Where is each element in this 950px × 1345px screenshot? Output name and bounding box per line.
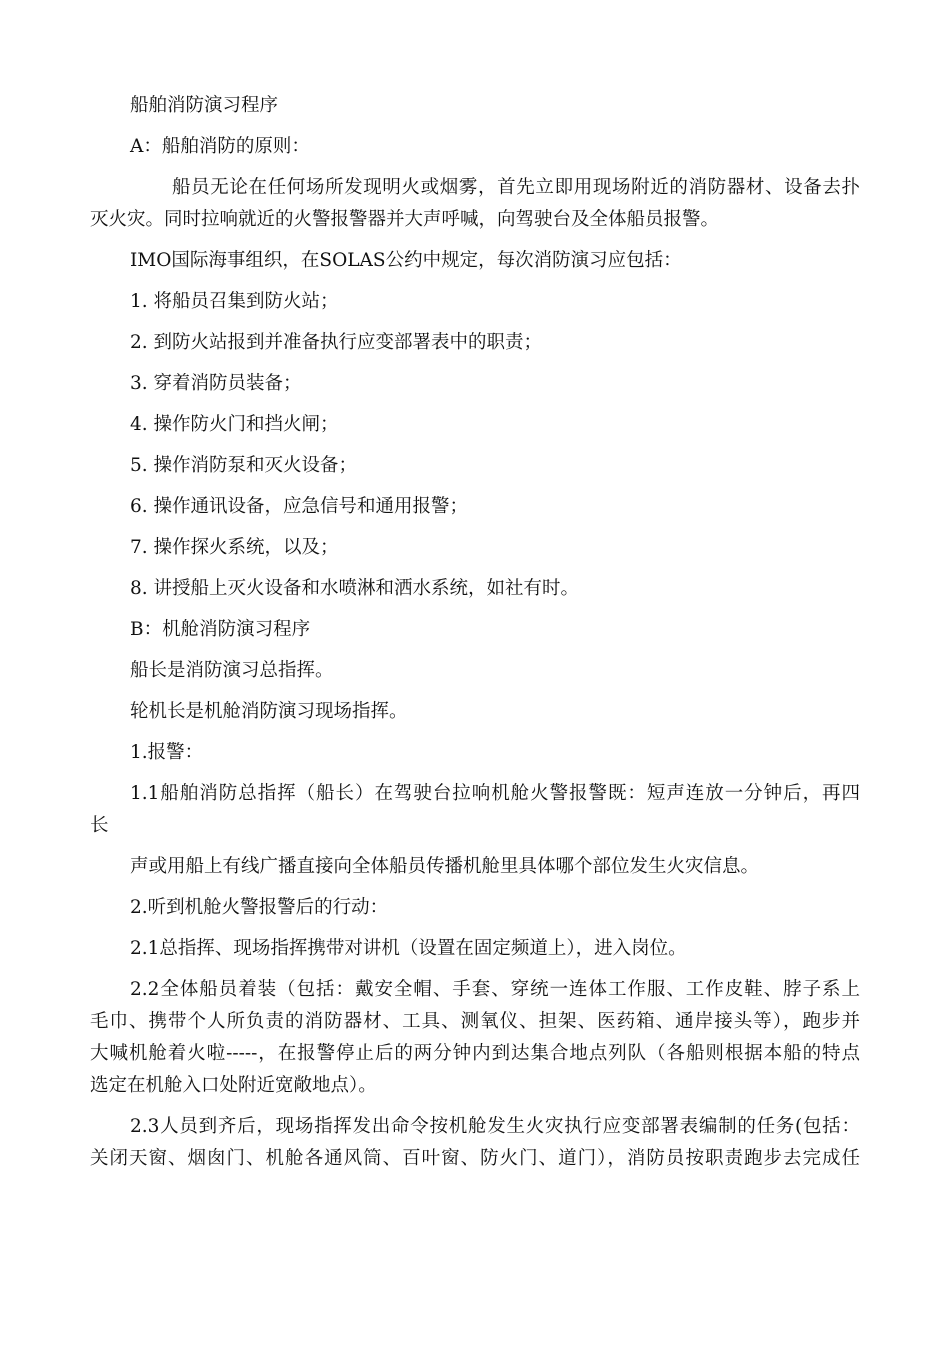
step-2-heading: 2.听到机舱火警报警后的行动： [130,897,389,918]
list-item-4: 4. 操作防火门和挡火闸； [130,414,339,435]
step-2-3-line-2: 关闭天窗、烟囱门、机舱各通风筒、百叶窗、防火门、道门），消防员按职责跑步去完成任 [90,1148,860,1169]
step-2-2-line-2: 毛巾、携带个人所负责的消防器材、工具、测氧仪、担架、医药箱、通岸接头等），跑步并 [90,1011,860,1032]
step-2-1: 2.1总指挥、现场指挥携带对讲机（设置在固定频道上），进入岗位。 [130,938,687,959]
step-1-1-line-3: 声或用船上有线广播直接向全体船员传播机舱里具体哪个部位发生火灾信息。 [130,856,760,877]
list-item-7: 7. 操作探火系统，以及； [130,537,339,558]
step-2-2-line-3: 大喊机舱着火啦-----，在报警停止后的两分钟内到达集合地点列队（各船则根据本船的特点 [90,1043,860,1064]
list-item-2: 2. 到防火站报到并准备执行应变部署表中的职责； [130,332,543,353]
section-a-heading: A：船舶消防的原则： [130,136,310,157]
document-body [90,92,860,1173]
step-1-1-line-2: 长 [90,815,109,836]
list-item-3: 3. 穿着消防员装备； [130,373,302,394]
section-b-heading: B：机舱消防演习程序 [130,619,311,640]
principle-paragraph-line-2: 灭火灾。同时拉响就近的火警报警器并大声呼喊，向驾驶台及全体船员报警。 [90,209,720,230]
list-item-5: 5. 操作消防泵和灭火设备； [130,455,358,476]
step-1-heading: 1.报警： [130,742,204,763]
captain-role: 船长是消防演习总指挥。 [130,660,334,681]
step-2-2-line-4: 选定在机舱入口处附近宽敞地点）。 [90,1075,377,1096]
chief-engineer-role: 轮机长是机舱消防演习现场指挥。 [130,701,408,722]
step-2-2-line-1: 2.2全体船员着装（包括：戴安全帽、手套、穿统一连体工作服、工作皮鞋、脖子系上 [130,979,860,1000]
step-2-3-line-1: 2.3人员到齐后，现场指挥发出命令按机舱发生火灾执行应变部署表编制的任务(包括： [130,1116,860,1137]
list-item-8: 8. 讲授船上灭火设备和水喷淋和洒水系统，如社有时。 [130,578,580,599]
list-item-1: 1. 将船员召集到防火站； [130,291,339,312]
principle-paragraph-line-1: 船员无论在任何场所发现明火或烟雾，首先立即用现场附近的消防器材、设备去扑 [172,177,860,198]
imo-requirement-intro: IMO国际海事组织，在SOLAS公约中规定，每次消防演习应包括： [130,250,682,271]
document-title: 船舶消防演习程序 [130,95,279,116]
list-item-6: 6. 操作通讯设备，应急信号和通用报警； [130,496,469,517]
step-1-1-line-1: 1.1船舶消防总指挥（船长）在驾驶台拉响机舱火警报警既：短声连放一分钟后，再四 [130,783,860,804]
